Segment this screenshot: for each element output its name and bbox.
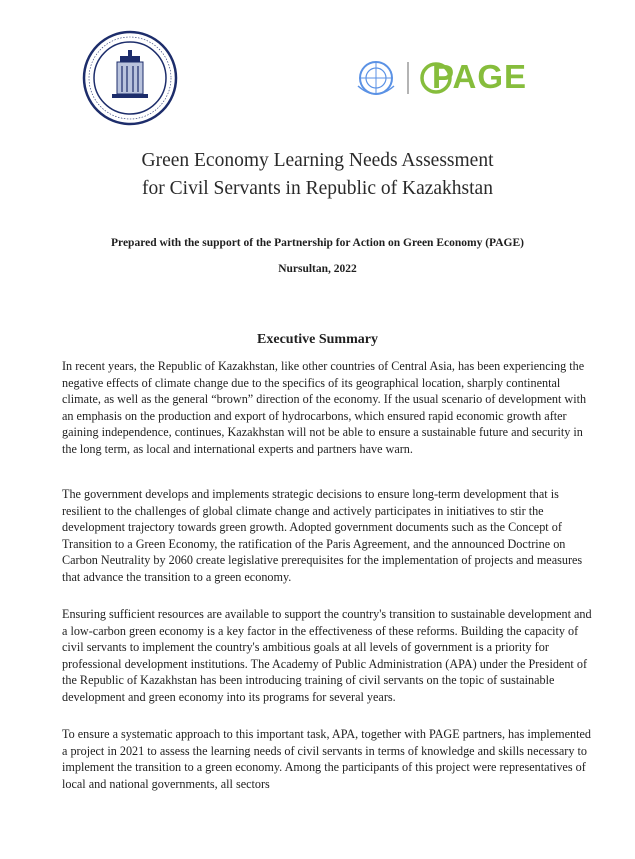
paragraph: To ensure a systematic approach to this important task, APA, together with PAGE partners, has implemented a project in 2021 to assess the learning needs of civil servants in terms of knowledge and skills necessary to implement the transition to a green economy. Among the participants of this project were representatives of local and national governments, all sectors bbox=[62, 727, 591, 791]
paragraph: The government develops and implements strategic decisions to ensure long-term development that is resilient to the challenges of global climate change and actively participates in initiatives to stir the development trajectory towards green growth. Adopted government documents such as the Concept of Transition to a Green Economy, the ratification of the Paris Agreement, and the announced Doctrine on Carbon Neutrality by 2060 create legislative prerequisites for the implementation of projects and measures that advance the transition to a green economy. bbox=[62, 487, 583, 584]
academy-seal-logo bbox=[82, 30, 178, 126]
page-logo-text: PAGE bbox=[432, 58, 528, 95]
paragraph: In recent years, the Republic of Kazakhstan, like other countries of Central Asia, has been experiencing the negative effects of climate change due to the specifics of its geographical location, sharply continental climate, as well as the general “brown” direction of the economy. If the usual scenario of development with an emphasis on the production and export of hydrocarbons, which ensured rapid economic growth after gaining independence, continues, Kazakhstan will not be able to ensure a sustainable future and security in the long term, as local and international experts and partners have warn. bbox=[62, 359, 587, 456]
document-title-line1: Green Economy Learning Needs Assessment bbox=[141, 150, 494, 171]
section-heading: Executive Summary bbox=[257, 332, 378, 347]
place-and-date: Nursultan, 2022 bbox=[278, 263, 357, 275]
paragraph: Ensuring sufficient resources are available to support the country's transition to sustainable development and a low-carbon green economy is a key factor in the effectiveness of these reforms. Building the capacity of civil servants to implement the country's ambitious goals at all levels of government is a priority for professional development institutions. The Academy of Public Administration (APA) under the President of the Republic of Kazakhstan has been introducing training of civil servants on the topic of sustainable development and green economy into its programs for several years. bbox=[62, 607, 592, 704]
document-title-line2: for Civil Servants in Republic of Kazakhstan bbox=[142, 178, 493, 199]
prepared-with-support: Prepared with the support of the Partnership for Action on Green Economy (PAGE) bbox=[111, 237, 524, 249]
